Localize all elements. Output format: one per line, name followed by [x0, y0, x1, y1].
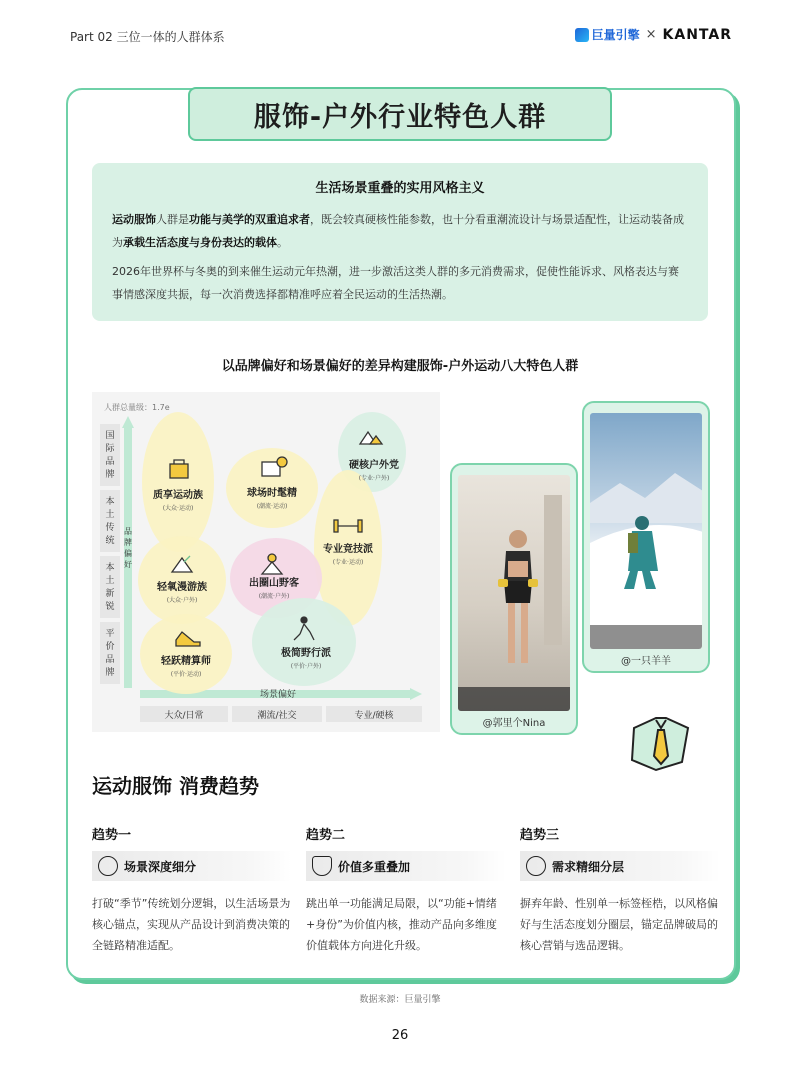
persona-tag: (潮流·户外): [258, 593, 290, 600]
trend-heading: 趋势三: [520, 828, 560, 843]
summary-box: [92, 163, 708, 321]
persona-tag: (平价·运动): [170, 671, 202, 678]
snow-mountain-photo: [590, 413, 702, 649]
trend-3: [520, 824, 720, 956]
user-heart-icon: [526, 856, 546, 876]
y-tick-label: 本土新锐: [105, 563, 115, 612]
persona-name: 出圈山野客: [249, 578, 299, 589]
y-axis-label: 品牌偏好: [124, 527, 132, 569]
trend-text: 打破“季节”传统划分逻辑，以生活场景为核心锚点，实现从产品设计到消费决策的全链路精准适配。: [92, 897, 291, 952]
ocean-engine-icon: [575, 28, 589, 42]
trend-2: [306, 824, 506, 956]
persona-tag: (专业·运动): [332, 559, 364, 566]
y-tick-label: 本土传统: [105, 497, 115, 546]
x-axis-label: 场景偏好: [259, 690, 297, 700]
trend-tag: 需求精细分层: [520, 851, 720, 881]
kantar-logo: KANTAR: [662, 26, 732, 43]
persona-tag: (大众·户外): [166, 597, 198, 604]
persona-name: 轻氧漫游族: [157, 582, 207, 593]
brand-separator: ×: [645, 27, 657, 42]
disc-icon: [98, 856, 118, 876]
phone-caption-2: @一只羊羊: [621, 656, 671, 667]
bubble-qingyue: [140, 614, 232, 694]
part-label: Part 02 三位一体的人群体系: [70, 30, 225, 44]
y-tick-label: 平价品牌: [105, 629, 115, 678]
bubble-chart: [92, 392, 440, 732]
persona-tag: (潮流·运动): [256, 503, 288, 510]
persona-name: 极简野行派: [281, 648, 331, 659]
persona-tag: (大众·运动): [162, 505, 194, 512]
phone-screen-1: [458, 475, 570, 711]
x-tick-label: 潮流/社交: [257, 711, 297, 721]
summary-heading: 生活场景重叠的实用风格主义: [315, 181, 485, 196]
bubble-jijian: [252, 598, 356, 686]
y-axis: [100, 416, 134, 688]
bubble-chart-svg: [92, 392, 440, 732]
y-axis-arrowhead: [122, 416, 134, 428]
heart-shield-icon: [312, 856, 332, 876]
persona-tag: (专业·户外): [358, 475, 390, 482]
persona-tag: (平价·户外): [290, 663, 322, 670]
trend-text: 跳出单一功能满足局限，以“功能+情绪+身份”为价值内核，推动产品向多维度价值载体方向进化升级。: [306, 897, 497, 952]
trend-tag: 场景深度细分: [92, 851, 292, 881]
persona-name: 轻跃精算师: [161, 656, 211, 667]
trend-tag: 价值多重叠加: [306, 851, 506, 881]
ocean-engine-logo: 巨量引擎: [575, 26, 640, 43]
y-tick-label: 国际品牌: [105, 431, 115, 480]
trend-1: [92, 824, 292, 956]
section-title: 运动服饰 消费趋势: [92, 770, 259, 799]
trend-text: 摒弃年龄、性别单一标签桎梏，以风格偏好与生活态度划分圈层，锚定品牌破局的核心营销与选品逻辑。: [520, 897, 718, 952]
phone-mockup-1: [450, 463, 578, 735]
summary-paragraph-1: 运动服饰人群是功能与美学的双重追求者，既会较真硬核性能参数，也十分看重潮流设计与场景适配性，让运动装备成为承载生活态度与身份表达的载体。: [112, 213, 684, 249]
persona-name: 球场时髦精: [247, 488, 297, 499]
page-title: 服饰-户外行业特色人群: [188, 87, 612, 141]
persona-name: 专业竞技派: [323, 544, 373, 555]
x-tick-label: 专业/硬核: [354, 711, 394, 721]
bubble-qingyang: [138, 536, 226, 624]
shirt-tie-icon: [620, 708, 700, 776]
total-label: 人群总量级：1.7e: [104, 403, 170, 412]
persona-name: 硬核户外党: [349, 460, 399, 471]
trend-heading: 趋势二: [306, 828, 346, 843]
trend-heading: 趋势一: [92, 828, 132, 843]
summary-paragraph-2: 2026年世界杯与冬奥的到来催生运动元年热潮，进一步激活这类人群的多元消费需求，促使性能诉求、风格表达与赛事情感深度共振，每一次消费选择都精准呼应着全民运动的生活热潮。: [112, 265, 679, 301]
phone-mockup-2: [582, 401, 710, 673]
x-tick-label: 大众/日常: [164, 711, 204, 721]
x-axis-arrowhead: [410, 688, 422, 700]
fitness-photo: [458, 475, 570, 711]
data-source: 数据来源：巨量引擎: [359, 995, 441, 1005]
page-number: 26: [391, 1028, 409, 1043]
brand-logos: [575, 26, 732, 43]
phone-screen-2: [590, 413, 702, 649]
persona-name: 质享运动族: [153, 490, 203, 501]
chart-title: 以品牌偏好和场景偏好的差异构建服饰-户外运动八大特色人群: [180, 355, 620, 374]
phone-caption-1: @郭里个Nina: [482, 718, 546, 729]
page-header: [70, 28, 732, 48]
bubble-zhixiang: [142, 412, 214, 552]
